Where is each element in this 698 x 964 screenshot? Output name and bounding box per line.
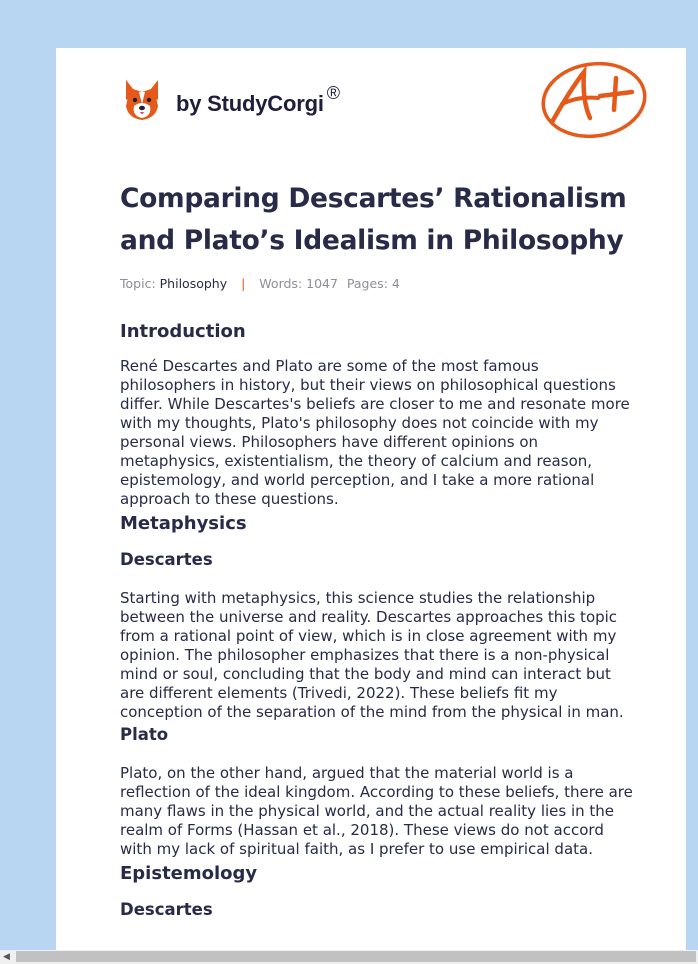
corgi-logo-icon [122, 78, 162, 122]
topic-label: Topic: [120, 276, 156, 291]
studycorgi-logo[interactable] [122, 76, 340, 124]
scroll-left-arrow-icon[interactable]: ◀ [3, 952, 10, 962]
registered-mark: ® [326, 82, 341, 103]
section-heading-introduction: Introduction [120, 321, 246, 342]
subheading-descartes: Descartes [120, 550, 213, 569]
word-count: Words: 1047 [259, 276, 338, 291]
meta-separator: | [241, 276, 246, 291]
grade-badge [538, 60, 650, 146]
metaphysics-descartes-paragraph: Starting with metaphysics, this science studies the relationship between the universe and reality. Descartes approaches this topic from a rational point of view, which is in close agreement with my opinion. The philosopher emphasizes that there is a non-physical mind or soul, concluding that the body and mind can interact but are different elements (Trivedi, 2022). These beliefs fit my conception of the separation of the mind from the physical in man. [120, 589, 624, 721]
scrollbar-thumb[interactable] [16, 951, 696, 962]
subheading-descartes-epistemology: Descartes [120, 900, 213, 919]
subheading-plato: Plato [120, 725, 169, 744]
essay-title: Comparing Descartes’ Rationalism and Plato’s Idealism in Philosophy [120, 183, 627, 256]
section-heading-metaphysics: Metaphysics [120, 513, 247, 534]
intro-paragraph: René Descartes and Plato are some of the most famous philosophers in history, but their views on philosophical questions differ. While Descartes's beliefs are closer to me and resonate more with my thoughts, Plato's philosophy does not coincide with my personal views. Philosophers have different opinions on metaphysics, existentialism, the theory of calcium and reason, epistemology, and world perception, and I take a more rational approach to these questions. [120, 357, 630, 508]
topic-link[interactable]: Philosophy [159, 276, 228, 291]
a-plus-grade-icon [538, 60, 650, 142]
essay-content [120, 178, 634, 922]
essay-page [56, 48, 686, 950]
essay-meta [120, 276, 634, 294]
brand-name: by StudyCorgi [176, 91, 324, 116]
page-count: Pages: 4 [346, 276, 400, 291]
section-heading-epistemology: Epistemology [120, 863, 258, 884]
metaphysics-plato-paragraph: Plato, on the other hand, argued that the material world is a reflection of the ideal kingdom. According to these beliefs, there are many flaws in the physical world, and the actual reality lies in the realm of Forms (Hassan et al., 2018). These views do not accord with my lack of spiritual faith, as I prefer to use empirical data. [120, 764, 633, 858]
